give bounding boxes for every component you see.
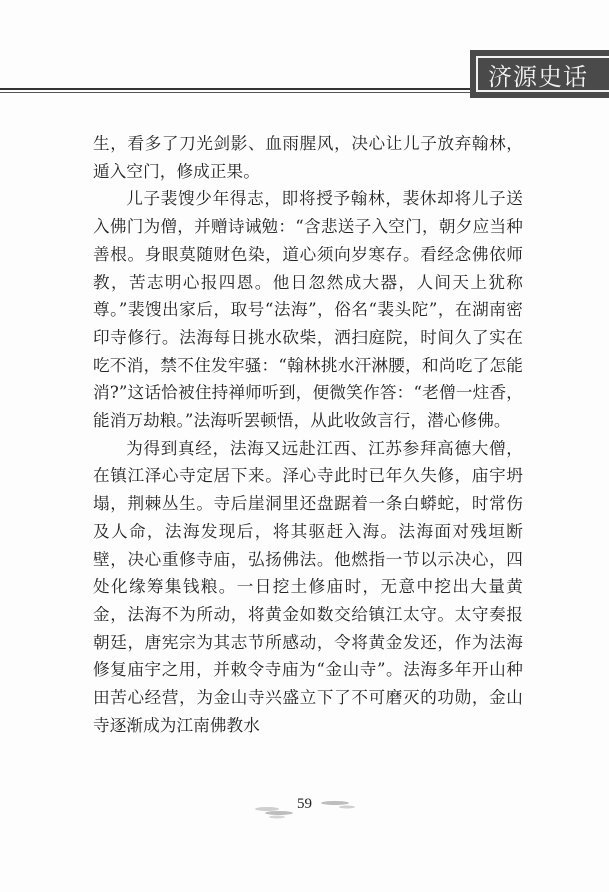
- body-text: [93, 130, 523, 739]
- logo-text: 济源史话: [488, 62, 588, 91]
- logo-frame: [476, 56, 609, 92]
- header-rule-thin: [0, 92, 470, 93]
- book-series-logo: [470, 50, 609, 98]
- paragraph-continued: 生，看多了刀光剑影、血雨腥风，决心让儿子放弃翰林，遁入空门，修成正果。: [93, 134, 523, 181]
- paragraph: 儿子裴馊少年得志，即将授予翰林，裴休却将儿子送入佛门为僧，并赠诗诫勉：“含悲送子入空门，朝夕应当种善根。身眼莫随财色染，道心须向岁寒存。看经念佛依师教，苦志明心报四恩。他日忽然成大器，人间天上犹称尊。”裴馊出家后，取号“法海”，俗名“裴头陀”，在湖南密印寺修行。法海每日挑水砍柴，洒扫庭院，时间久了实在吃不消，禁不住发牢骚：“翰林挑水汗淋腰，和尚吃了怎能消?”这话恰被住持禅师听到，便微笑作答：“老僧一炷香，能消万劫粮。”法海听罢顿悟，从此收敛言行，潜心修佛。: [93, 189, 523, 431]
- page-number: 59: [297, 796, 312, 812]
- header-rule: [0, 88, 470, 90]
- page-footer: [0, 786, 609, 830]
- paragraph: 为得到真经，法海又远赴江西、江苏参拜高德大僧，在镇江泽心寺定居下来。泽心寺此时已年久失修，庙宇坍塌，荆棘丛生。寺后崖洞里还盘踞着一条白蟒蛇，时常伤及人命，法海发现后，将其驱赶入海。法海面对残垣断壁，决心重修寺庙，弘扬佛法。他燃指一节以示决心，四处化缘筹集钱粮。一日挖土修庙时，无意中挖出大量黄金，法海不为所动，将黄金如数交给镇江太守。太守奏报朝廷，唐宪宗为其志节所感动，令将黄金发还，作为法海修复庙宇之用，并敕令寺庙为“金山寺”。法海多年开山种田苦心经营，为金山寺兴盛立下了不可磨灭的功勋，金山寺逐渐成为江南佛教水: [93, 438, 523, 735]
